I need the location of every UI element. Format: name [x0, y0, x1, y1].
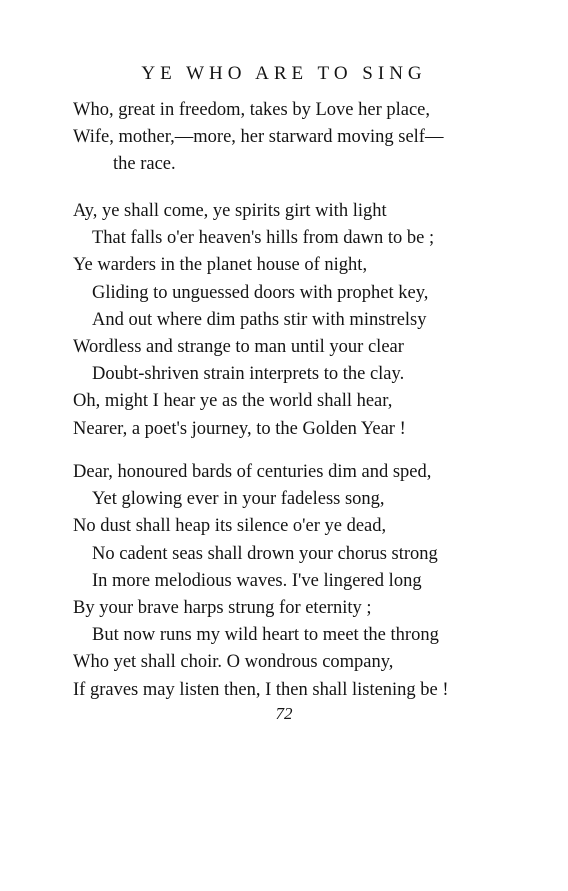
- stanza: [73, 459, 543, 704]
- poem-title: YE WHO ARE TO SING: [141, 63, 427, 84]
- poem-line: In more melodious waves. I've lingered long: [92, 570, 422, 591]
- poem-line: No cadent seas shall drown your chorus strong: [92, 543, 438, 564]
- poem-line: By your brave harps strung for eternity ;: [73, 598, 372, 619]
- poem-line: Ye warders in the planet house of night,: [73, 255, 368, 276]
- poem-line: Yet glowing ever in your fadeless song,: [92, 489, 385, 510]
- poem-line: Dear, honoured bards of centuries dim and sped,: [73, 462, 432, 482]
- poem-line: Oh, might I hear ye as the world shall hear,: [73, 391, 393, 412]
- poem-line: No dust shall heap its silence o'er ye dead,: [73, 516, 387, 537]
- stanza: [73, 97, 543, 179]
- poem-line: Doubt-shriven strain interprets to the clay.: [92, 364, 405, 385]
- poem-line: But now runs my wild heart to meet the throng: [92, 625, 439, 646]
- poem-line: Nearer, a poet's journey, to the Golden Year !: [73, 418, 406, 439]
- stanza: [73, 198, 543, 443]
- poem-line: Wife, mother,—more, her starward moving self—: [73, 127, 444, 148]
- poem-line-continuation: the race.: [113, 154, 176, 175]
- poem-line: That falls o'er heaven's hills from dawn to be ;: [92, 228, 435, 249]
- poem-line: And out where dim paths stir with minstrelsy: [92, 309, 427, 330]
- poem-line: Ay, ye shall come, ye spirits girt with light: [73, 201, 387, 221]
- page-number: 72: [275, 704, 293, 723]
- poem-line: Wordless and strange to man until your clear: [73, 337, 404, 358]
- poem-line: If graves may listen then, I then shall listening be !: [73, 679, 449, 700]
- poem-line: Gliding to unguessed doors with prophet key,: [92, 282, 429, 303]
- poem-line: Who, great in freedom, takes by Love her place,: [73, 100, 431, 120]
- poem-line: Who yet shall choir. O wondrous company,: [73, 652, 394, 673]
